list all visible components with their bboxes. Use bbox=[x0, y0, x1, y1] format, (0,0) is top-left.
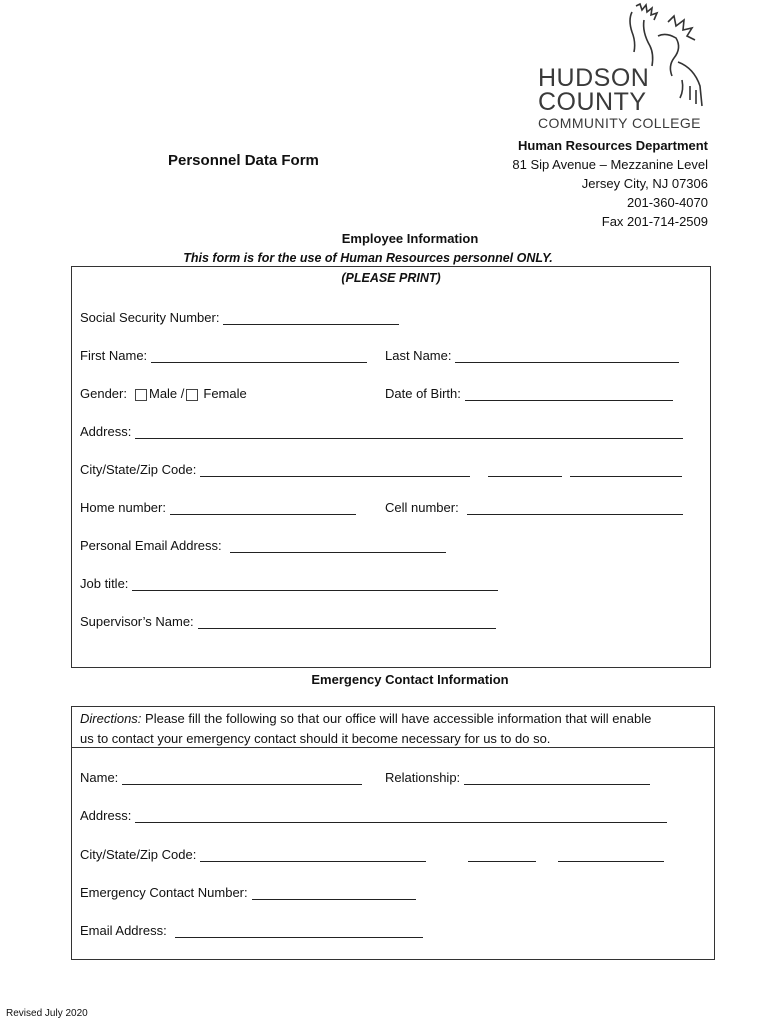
dob-input-line[interactable] bbox=[465, 386, 673, 401]
ec-number-label: Emergency Contact Number: bbox=[80, 885, 248, 900]
last-name-label: Last Name: bbox=[385, 348, 452, 363]
directions-line2: us to contact your emergency contact should it become necessary for us to do so. bbox=[80, 731, 551, 746]
ec-relationship-label: Relationship: bbox=[385, 770, 461, 785]
supervisor-label: Supervisor’s Name: bbox=[80, 614, 194, 629]
hr-fax: Fax 201-714-2509 bbox=[601, 214, 708, 229]
ec-address-field[interactable] bbox=[80, 808, 667, 823]
gender-label: Gender: bbox=[80, 386, 127, 401]
ssn-field[interactable] bbox=[80, 310, 399, 325]
logo-line-college: COMMUNITY COLLEGE bbox=[538, 115, 701, 131]
address-label: Address: bbox=[80, 424, 132, 439]
female-checkbox[interactable] bbox=[186, 389, 198, 401]
cell-number-label: Cell number: bbox=[385, 500, 459, 515]
ec-name-label: Name: bbox=[80, 770, 119, 785]
city-input-line[interactable] bbox=[200, 462, 470, 477]
personal-email-input-line[interactable] bbox=[230, 538, 446, 553]
home-number-field[interactable] bbox=[80, 500, 356, 515]
ec-email-field[interactable] bbox=[80, 923, 423, 938]
directions-text: Please fill the following so that our office will have accessible information that will enable bbox=[141, 711, 652, 726]
ec-number-input-line[interactable] bbox=[252, 885, 416, 900]
ec-email-input-line[interactable] bbox=[175, 923, 423, 938]
ec-email-label: Email Address: bbox=[80, 923, 167, 938]
logo-line-county: COUNTY bbox=[538, 88, 647, 116]
revised-date: Revised July 2020 bbox=[6, 1008, 88, 1019]
personal-email-label: Personal Email Address: bbox=[80, 538, 222, 553]
job-title-input-line[interactable] bbox=[132, 576, 498, 591]
ec-name-input-line[interactable] bbox=[122, 770, 362, 785]
personal-email-field[interactable] bbox=[80, 538, 446, 553]
state-input-line[interactable] bbox=[488, 462, 562, 477]
hr-address-line2: Jersey City, NJ 07306 bbox=[581, 176, 708, 191]
ec-zip-input-line[interactable] bbox=[558, 847, 664, 862]
gender-field bbox=[80, 386, 247, 401]
ec-city-state-zip-field[interactable] bbox=[80, 847, 664, 862]
first-name-input-line[interactable] bbox=[151, 348, 367, 363]
ssn-label: Social Security Number: bbox=[80, 310, 220, 325]
employee-heading: Employee Information bbox=[341, 231, 479, 246]
directions-line1 bbox=[80, 709, 651, 729]
ssn-input-line[interactable] bbox=[223, 310, 399, 325]
female-label: Female bbox=[203, 386, 247, 401]
home-number-label: Home number: bbox=[80, 500, 166, 515]
hr-address-line1: 81 Sip Avenue – Mezzanine Level bbox=[512, 157, 708, 172]
male-checkbox[interactable] bbox=[135, 389, 147, 401]
city-state-zip-field[interactable] bbox=[80, 462, 682, 477]
employee-notice: This form is for the use of Human Resources personnel ONLY. bbox=[183, 251, 553, 265]
hr-address-block bbox=[512, 136, 708, 231]
logo-line-hudson: HUDSON bbox=[538, 64, 650, 92]
ec-relationship-field[interactable] bbox=[385, 770, 650, 785]
zip-input-line[interactable] bbox=[570, 462, 682, 477]
cell-number-input-line[interactable] bbox=[467, 500, 683, 515]
city-state-zip-label: City/State/Zip Code: bbox=[80, 462, 197, 477]
hr-dept: Human Resources Department bbox=[518, 138, 708, 153]
job-title-field[interactable] bbox=[80, 576, 498, 591]
please-print: (PLEASE PRINT) bbox=[341, 271, 441, 285]
supervisor-input-line[interactable] bbox=[198, 614, 496, 629]
dob-label: Date of Birth: bbox=[385, 386, 461, 401]
male-label: Male / bbox=[148, 386, 185, 401]
first-name-field[interactable] bbox=[80, 348, 367, 363]
supervisor-field[interactable] bbox=[80, 614, 496, 629]
form-title: Personnel Data Form bbox=[168, 152, 319, 169]
address-field[interactable] bbox=[80, 424, 683, 439]
dob-field[interactable] bbox=[385, 386, 673, 401]
emergency-heading: Emergency Contact Information bbox=[311, 672, 509, 687]
ec-number-field[interactable] bbox=[80, 885, 416, 900]
hr-phone: 201-360-4070 bbox=[627, 195, 708, 210]
ec-name-field[interactable] bbox=[80, 770, 362, 785]
ec-city-state-zip-label: City/State/Zip Code: bbox=[80, 847, 197, 862]
cell-number-field[interactable] bbox=[385, 500, 683, 515]
home-number-input-line[interactable] bbox=[170, 500, 356, 515]
job-title-label: Job title: bbox=[80, 576, 129, 591]
ec-address-label: Address: bbox=[80, 808, 132, 823]
last-name-field[interactable] bbox=[385, 348, 679, 363]
ec-relationship-input-line[interactable] bbox=[464, 770, 650, 785]
directions-label: Directions: bbox=[80, 711, 142, 726]
last-name-input-line[interactable] bbox=[455, 348, 679, 363]
ec-state-input-line[interactable] bbox=[468, 847, 536, 862]
first-name-label: First Name: bbox=[80, 348, 148, 363]
address-input-line[interactable] bbox=[135, 424, 683, 439]
ec-address-input-line[interactable] bbox=[135, 808, 667, 823]
ec-city-input-line[interactable] bbox=[200, 847, 426, 862]
